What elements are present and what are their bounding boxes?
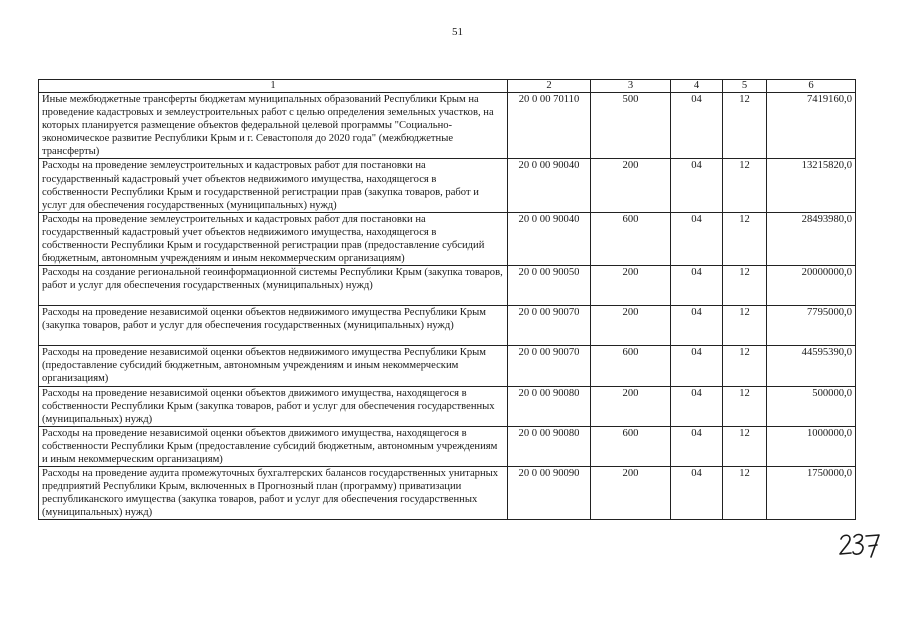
row-amount: 7419160,0 xyxy=(767,93,856,159)
row-description: Расходы на создание региональной геоинформационной системы Республики Крым (закупка товаров, работ и услуг для обеспечения государственных (муниципальных) нужд) xyxy=(39,266,508,306)
handwritten-page-number xyxy=(838,530,882,560)
table-row xyxy=(39,346,856,386)
column-header-2: 2 xyxy=(508,80,591,93)
row-amount: 20000000,0 xyxy=(767,266,856,306)
row-expense-type: 200 xyxy=(591,159,671,212)
row-subsection: 12 xyxy=(723,266,767,306)
row-subsection: 12 xyxy=(723,467,767,520)
row-section: 04 xyxy=(671,346,723,386)
row-expense-type: 200 xyxy=(591,266,671,306)
row-description: Иные межбюджетные трансферты бюджетам муниципальных образований Республики Крым на проведение кадастровых и землеустроительных работ с целью определения земельных участков, на которых планируется размещение объектов федеральной целевой программы "Социально-экономическое развитие Республики Крым и г. Севастополя до 2020 года" (межбюджетные трансферты) xyxy=(39,93,508,159)
table-row xyxy=(39,306,856,346)
budget-table xyxy=(38,79,856,520)
row-section: 04 xyxy=(671,93,723,159)
column-header-1: 1 xyxy=(39,80,508,93)
row-expense-type: 200 xyxy=(591,467,671,520)
row-description: Расходы на проведение независимой оценки объектов недвижимого имущества Республики Крым (предоставление субсидий бюджетным, автономным учреждениям и иным некоммерческим организациям) xyxy=(39,346,508,386)
row-section: 04 xyxy=(671,386,723,426)
row-subsection: 12 xyxy=(723,306,767,346)
row-subsection: 12 xyxy=(723,159,767,212)
column-header-5: 5 xyxy=(723,80,767,93)
row-section: 04 xyxy=(671,467,723,520)
row-section: 04 xyxy=(671,212,723,265)
row-code: 20 0 00 90080 xyxy=(508,426,591,466)
row-subsection: 12 xyxy=(723,426,767,466)
column-header-4: 4 xyxy=(671,80,723,93)
column-header-6: 6 xyxy=(767,80,856,93)
table-row xyxy=(39,266,856,306)
row-section: 04 xyxy=(671,266,723,306)
table-row xyxy=(39,386,856,426)
row-expense-type: 600 xyxy=(591,346,671,386)
row-code: 20 0 00 90070 xyxy=(508,306,591,346)
row-expense-type: 200 xyxy=(591,306,671,346)
row-section: 04 xyxy=(671,306,723,346)
row-description: Расходы на проведение независимой оценки объектов движимого имущества, находящегося в собственности Республики Крым (закупка товаров, работ и услуг для обеспечения государственных (муниципальных) нужд) xyxy=(39,386,508,426)
row-description: Расходы на проведение землеустроительных и кадастровых работ для постановки на государственный кадастровый учет объектов недвижимого имущества, находящегося в собственности Республики Крым и государственной регистрации прав (предоставление субсидий бюджетным, автономным учреждениям и иным некоммерческим организациям) xyxy=(39,212,508,265)
row-subsection: 12 xyxy=(723,386,767,426)
row-description: Расходы на проведение землеустроительных и кадастровых работ для постановки на государственный кадастровый учет объектов недвижимого имущества, находящегося в собственности Республики Крым и государственной регистрации прав (закупка товаров, работ и услуг для обеспечения государственных (муниципальных) нужд) xyxy=(39,159,508,212)
row-subsection: 12 xyxy=(723,346,767,386)
row-expense-type: 500 xyxy=(591,93,671,159)
row-description: Расходы на проведение независимой оценки объектов недвижимого имущества Республики Крым (закупка товаров, работ и услуг для обеспечения государственных (муниципальных) нужд) xyxy=(39,306,508,346)
row-amount: 13215820,0 xyxy=(767,159,856,212)
row-amount: 500000,0 xyxy=(767,386,856,426)
row-expense-type: 200 xyxy=(591,386,671,426)
row-subsection: 12 xyxy=(723,93,767,159)
row-code: 20 0 00 90070 xyxy=(508,346,591,386)
table-row xyxy=(39,426,856,466)
row-amount: 1000000,0 xyxy=(767,426,856,466)
table-row xyxy=(39,467,856,520)
row-code: 20 0 00 90040 xyxy=(508,212,591,265)
table-row xyxy=(39,159,856,212)
table-header-row xyxy=(39,80,856,93)
row-subsection: 12 xyxy=(723,212,767,265)
row-amount: 28493980,0 xyxy=(767,212,856,265)
row-amount: 44595390,0 xyxy=(767,346,856,386)
row-amount: 7795000,0 xyxy=(767,306,856,346)
row-code: 20 0 00 90040 xyxy=(508,159,591,212)
row-code: 20 0 00 90080 xyxy=(508,386,591,426)
row-section: 04 xyxy=(671,159,723,212)
page-number: 51 xyxy=(452,26,463,38)
row-code: 20 0 00 70110 xyxy=(508,93,591,159)
row-code: 20 0 00 90050 xyxy=(508,266,591,306)
row-expense-type: 600 xyxy=(591,426,671,466)
row-description: Расходы на проведение аудита промежуточных бухгалтерских балансов государственных унитарных предприятий Республики Крым, включенных в Прогнозный план (программу) приватизации республиканского имущества (закупка товаров, работ и услуг для обеспечения государственных (муниципальных) нужд) xyxy=(39,467,508,520)
column-header-3: 3 xyxy=(591,80,671,93)
table-row xyxy=(39,93,856,159)
table-row xyxy=(39,212,856,265)
row-section: 04 xyxy=(671,426,723,466)
row-code: 20 0 00 90090 xyxy=(508,467,591,520)
row-amount: 1750000,0 xyxy=(767,467,856,520)
row-expense-type: 600 xyxy=(591,212,671,265)
row-description: Расходы на проведение независимой оценки объектов движимого имущества, находящегося в собственности Республики Крым (предоставление субсидий бюджетным, автономным учреждениям и иным некоммерческим организациям) xyxy=(39,426,508,466)
